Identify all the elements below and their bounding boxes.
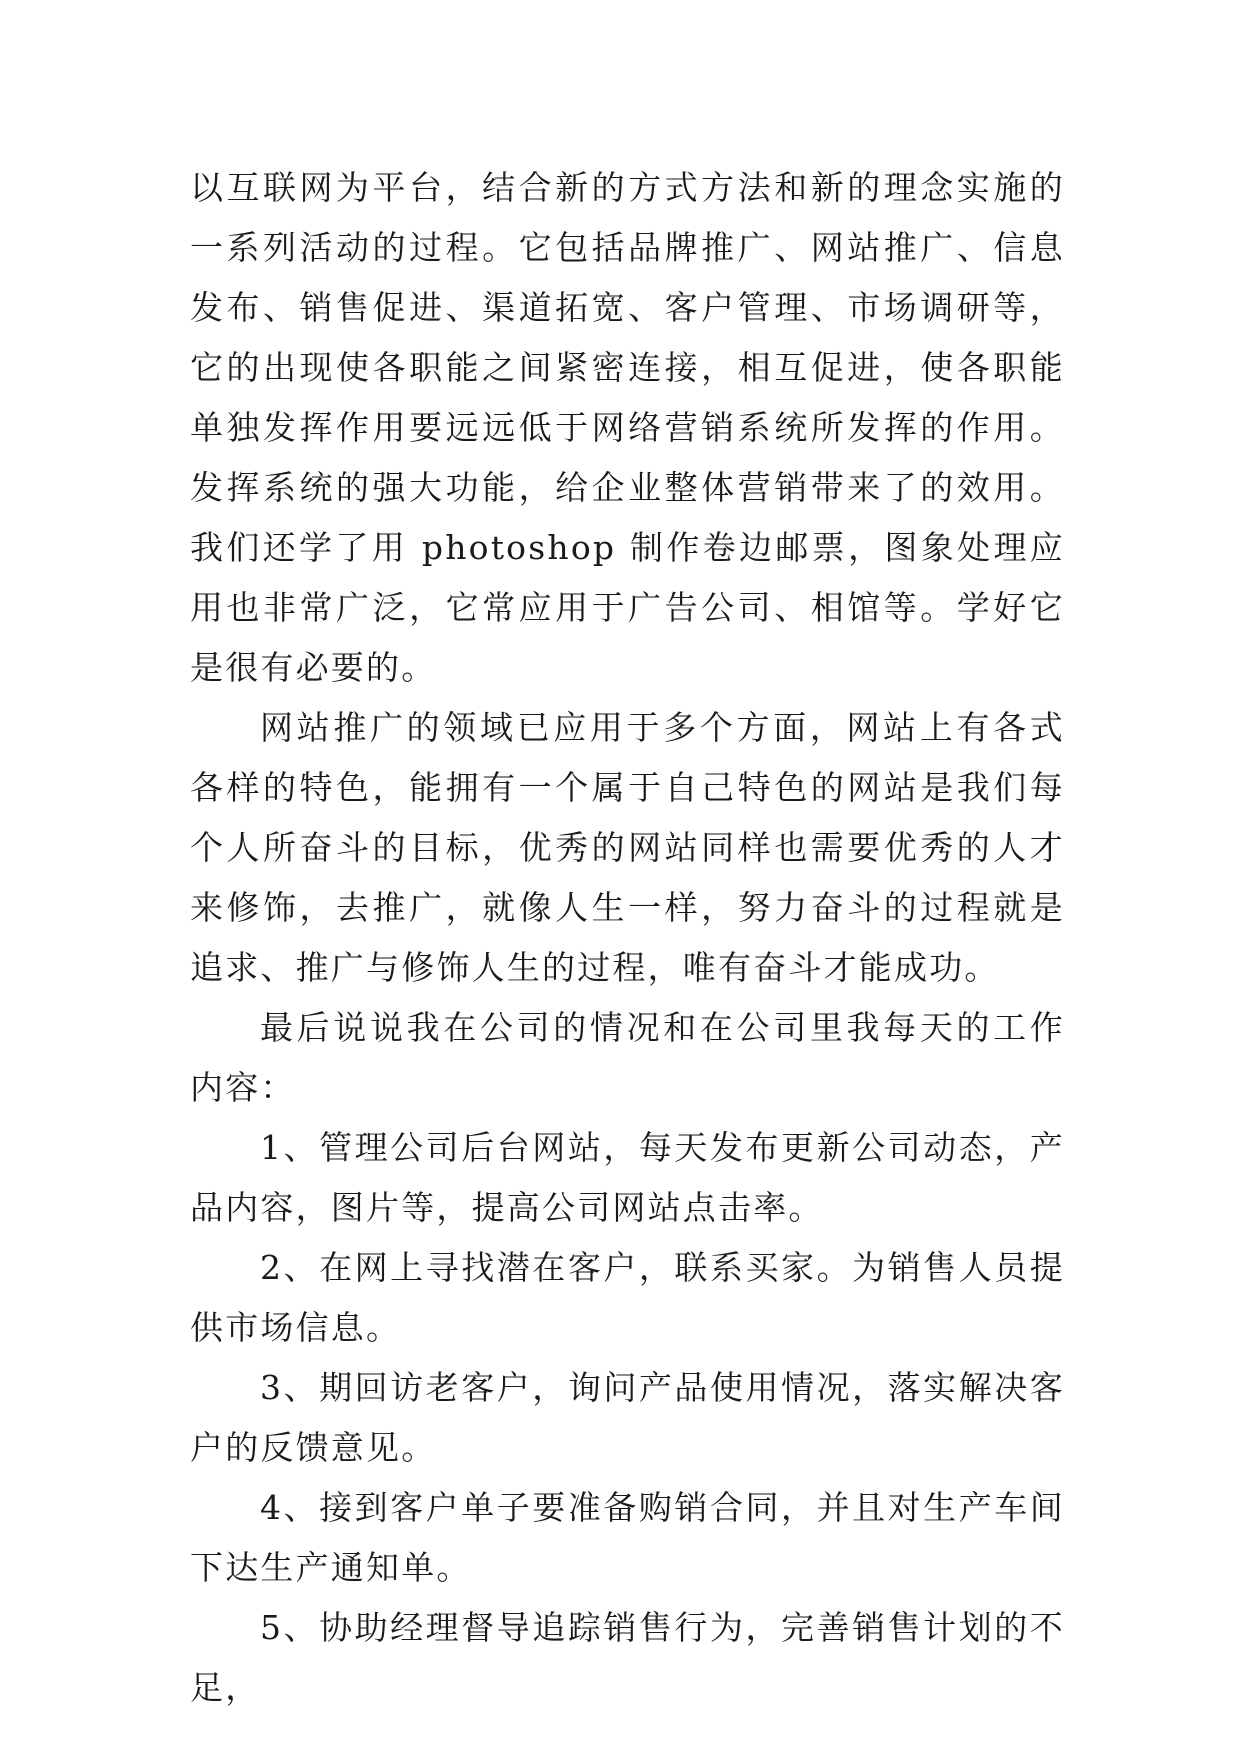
- paragraph-work-intro: 最后说说我在公司的情况和在公司里我每天的工作内容：: [190, 1008, 1065, 1107]
- paragraph-website-promotion: 网站推广的领域已应用于多个方面，网站上有各式各样的特色，能拥有一个属于自己特色的网站是我们每个人所奋斗的目标，优秀的网站同样也需要优秀的人才来修饰，去推广，就像人生一样，努力奋斗的过程就是追求、推广与修饰人生的过程，唯有奋斗才能成功。: [190, 708, 1065, 987]
- list-item-3: 3、期回访老客户，询问产品使用情况，落实解决客户的反馈意见。: [190, 1368, 1065, 1467]
- list-item-4: 4、接到客户单子要准备购销合同，并且对生产车间下达生产通知单。: [190, 1488, 1065, 1587]
- list-item-5: 5、协助经理督导追踪销售行为，完善销售计划的不足，: [190, 1608, 1065, 1707]
- list-item-2: 2、在网上寻找潜在客户，联系买家。为销售人员提供市场信息。: [190, 1248, 1065, 1347]
- paragraph-internet-marketing: 以互联网为平台，结合新的方式方法和新的理念实施的一系列活动的过程。它包括品牌推广、网站推广、信息发布、销售促进、渠道拓宽、客户管理、市场调研等，它的出现使各职能之间紧密连接，相互促进，使各职能单独发挥作用要远远低于网络营销系统所发挥的作用。发挥系统的强大功能，给企业整体营销带来了的效用。我们还学了用 photoshop 制作卷边邮票，图象处理应用也非常广泛，它常应用于广告公司、相馆等。学好它是很有必要的。: [190, 168, 1065, 687]
- document-body: [190, 158, 1065, 1718]
- list-item-1: 1、管理公司后台网站，每天发布更新公司动态，产品内容，图片等，提高公司网站点击率。: [190, 1128, 1065, 1227]
